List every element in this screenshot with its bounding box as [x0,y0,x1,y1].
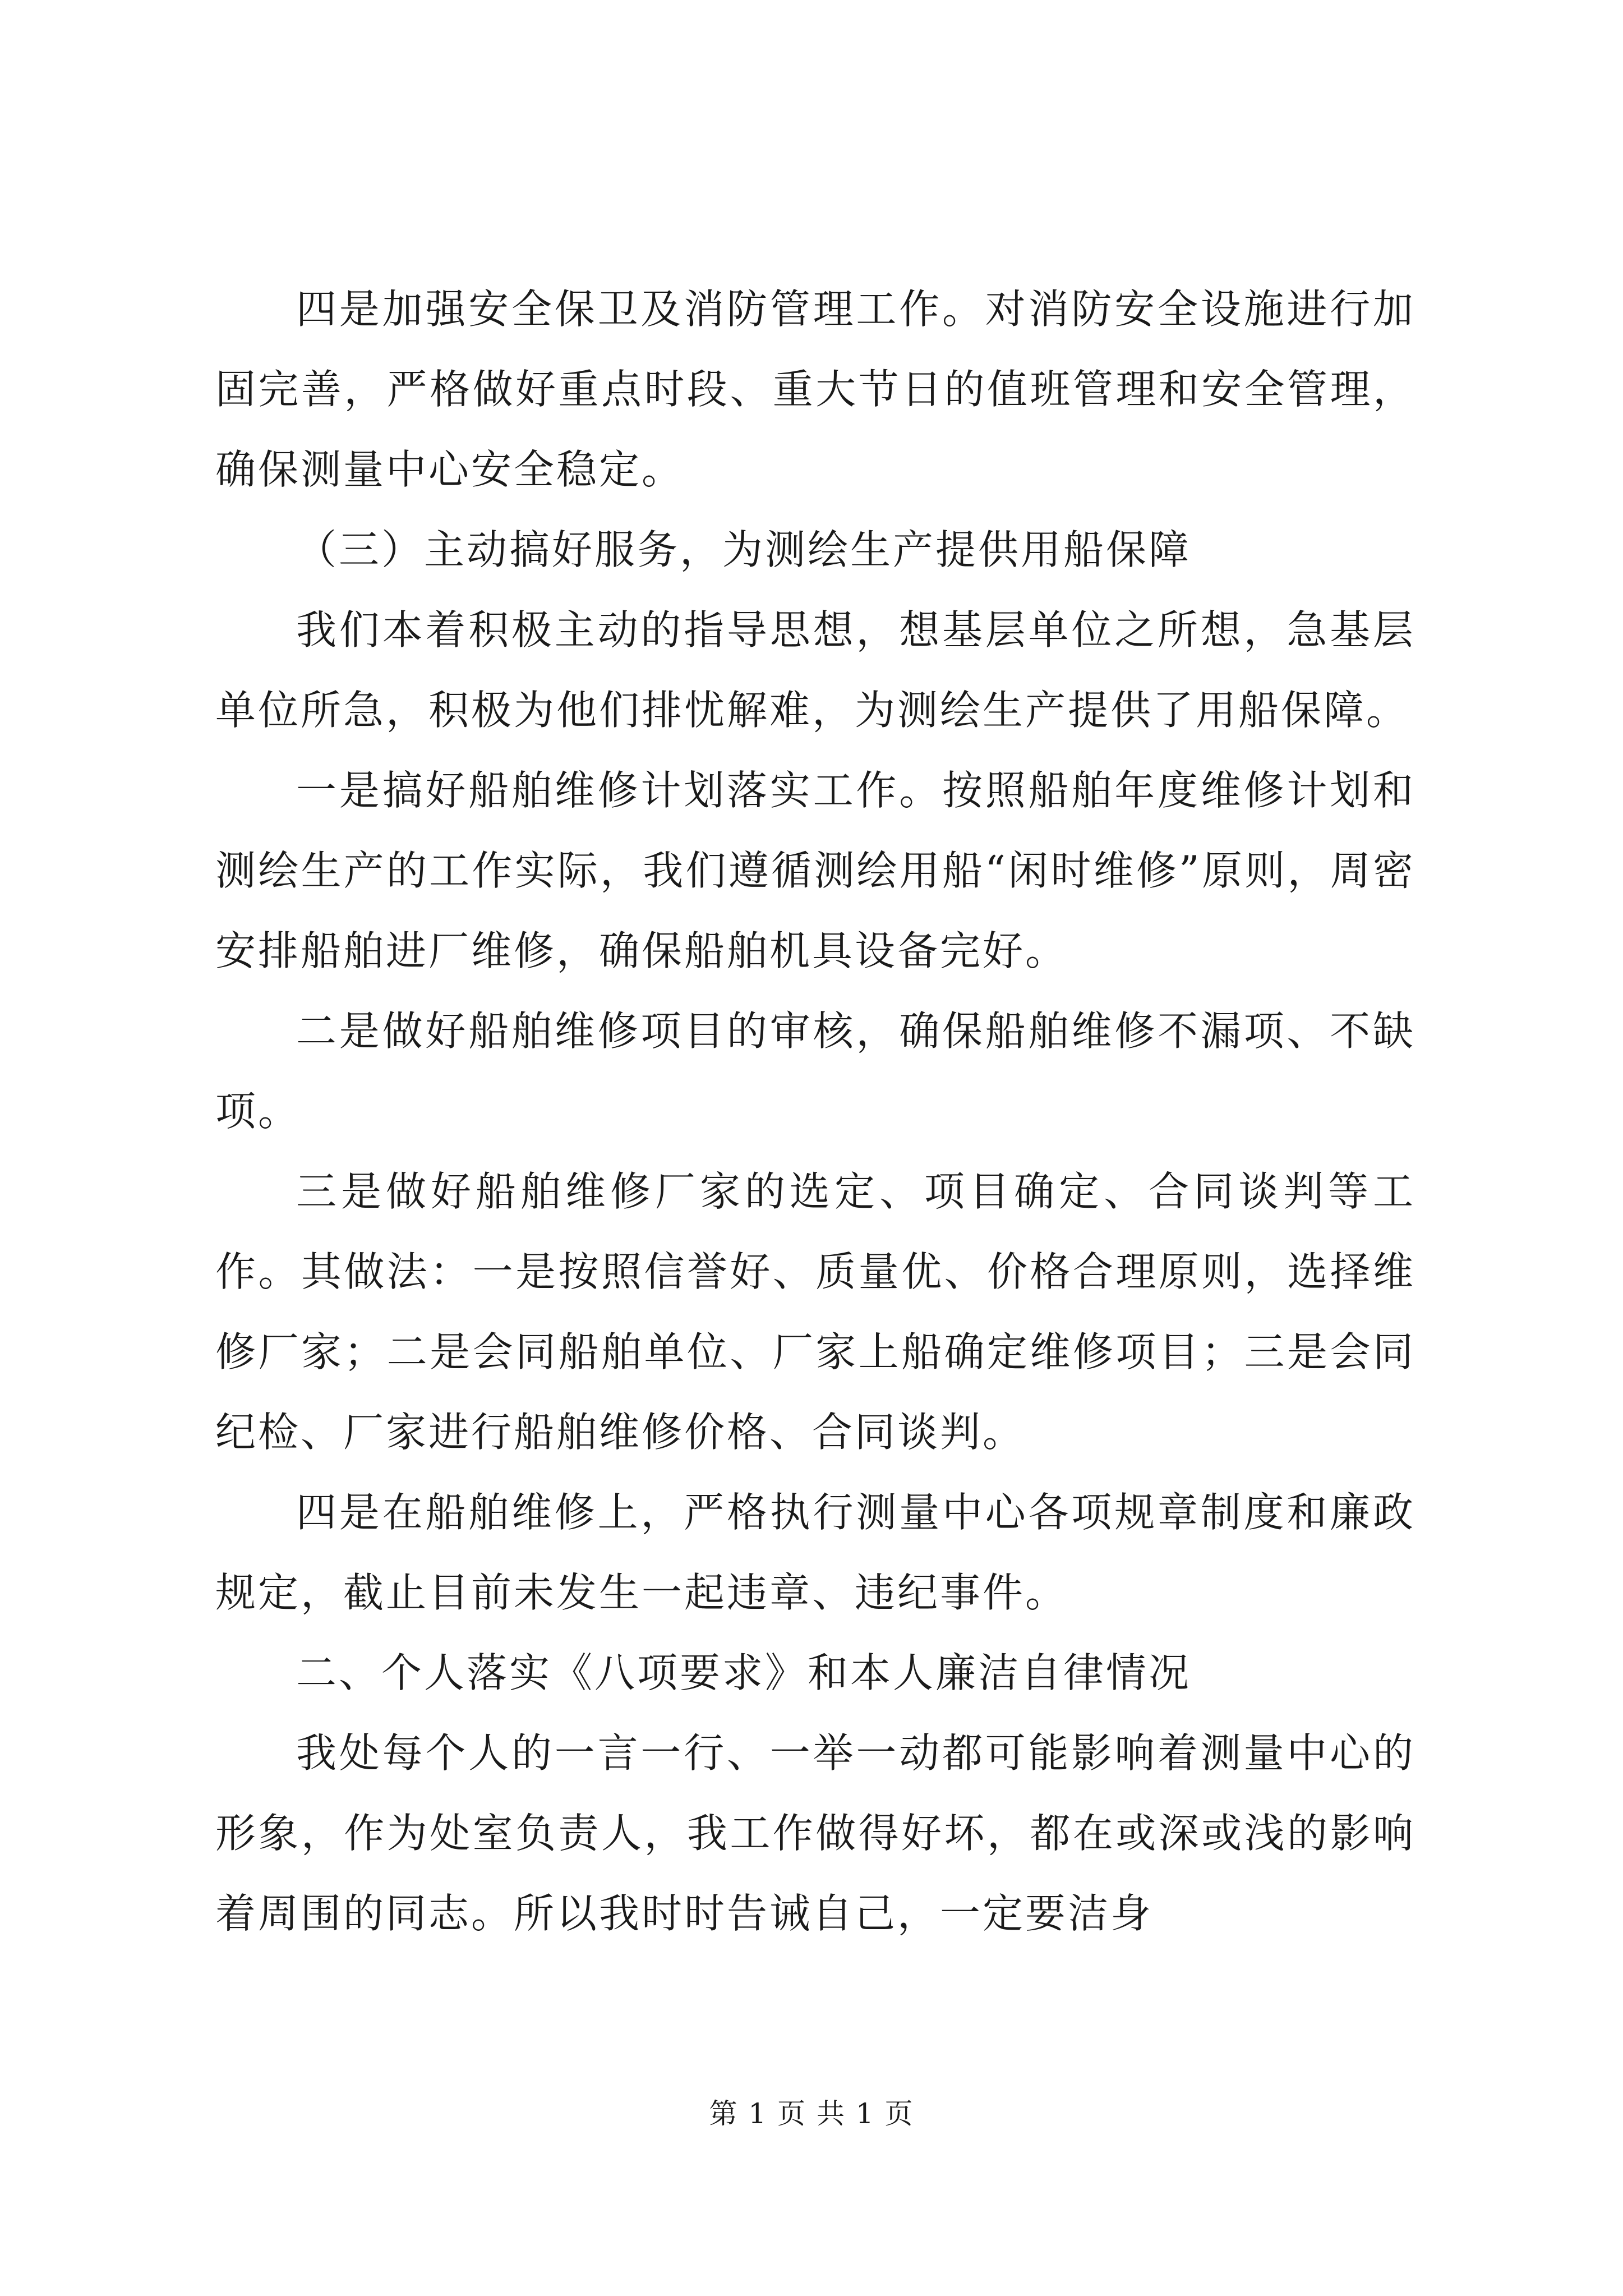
paragraph-security-management: 四是加强安全保卫及消防管理工作。对消防安全设施进行加固完善，严格做好重点时段、重大节日的值班管理和安全管理，确保测量中心安全稳定。 [215,286,1415,493]
paragraph-self-discipline: 我处每个人的一言一行、一举一动都可能影响着测量中心的形象，作为处室负责人，我工作做得好坏，都在或深或浅的影响着周围的同志。所以我时时告诫自己，一定要洁身 [215,1729,1415,1937]
paragraph-regulations: 四是在船舶维修上，严格执行测量中心各项规章制度和廉政规定，截止目前未发生一起违章、违纪事件。 [215,1489,1415,1616]
paragraph-vendor-selection: 三是做好船舶维修厂家的选定、项目确定、合同谈判等工作。其做法：一是按照信誉好、质量优、价格合理原则，选择维修厂家；二是会同船舶单位、厂家上船确定维修项目；三是会同纪检、厂家进行船舶维修价格、合同谈判。 [215,1168,1415,1456]
section-heading-service: （三）主动搞好服务，为测绘生产提供用船保障 [296,526,1192,573]
paragraph-service-intro: 我们本着积极主动的指导思想，想基层单位之所想，急基层单位所急，积极为他们排忧解难，为测绘生产提供了用船保障。 [215,606,1415,734]
paragraph-maintenance-plan: 一是搞好船舶维修计划落实工作。按照船舶年度维修计划和测绘生产的工作实际，我们遵循测绘用船“闲时维修”原则，周密安排船舶进厂维修，确保船舶机具设备完好。 [215,767,1415,974]
paragraph-maintenance-review: 二是做好船舶维修项目的审核，确保船舶维修不漏项、不缺项。 [215,1007,1415,1135]
section-heading-self-discipline: 二、个人落实《八项要求》和本人廉洁自律情况 [296,1649,1192,1696]
page-number-footer: 第 1 页 共 1 页 [709,2097,914,2130]
document-body [215,269,1415,1954]
